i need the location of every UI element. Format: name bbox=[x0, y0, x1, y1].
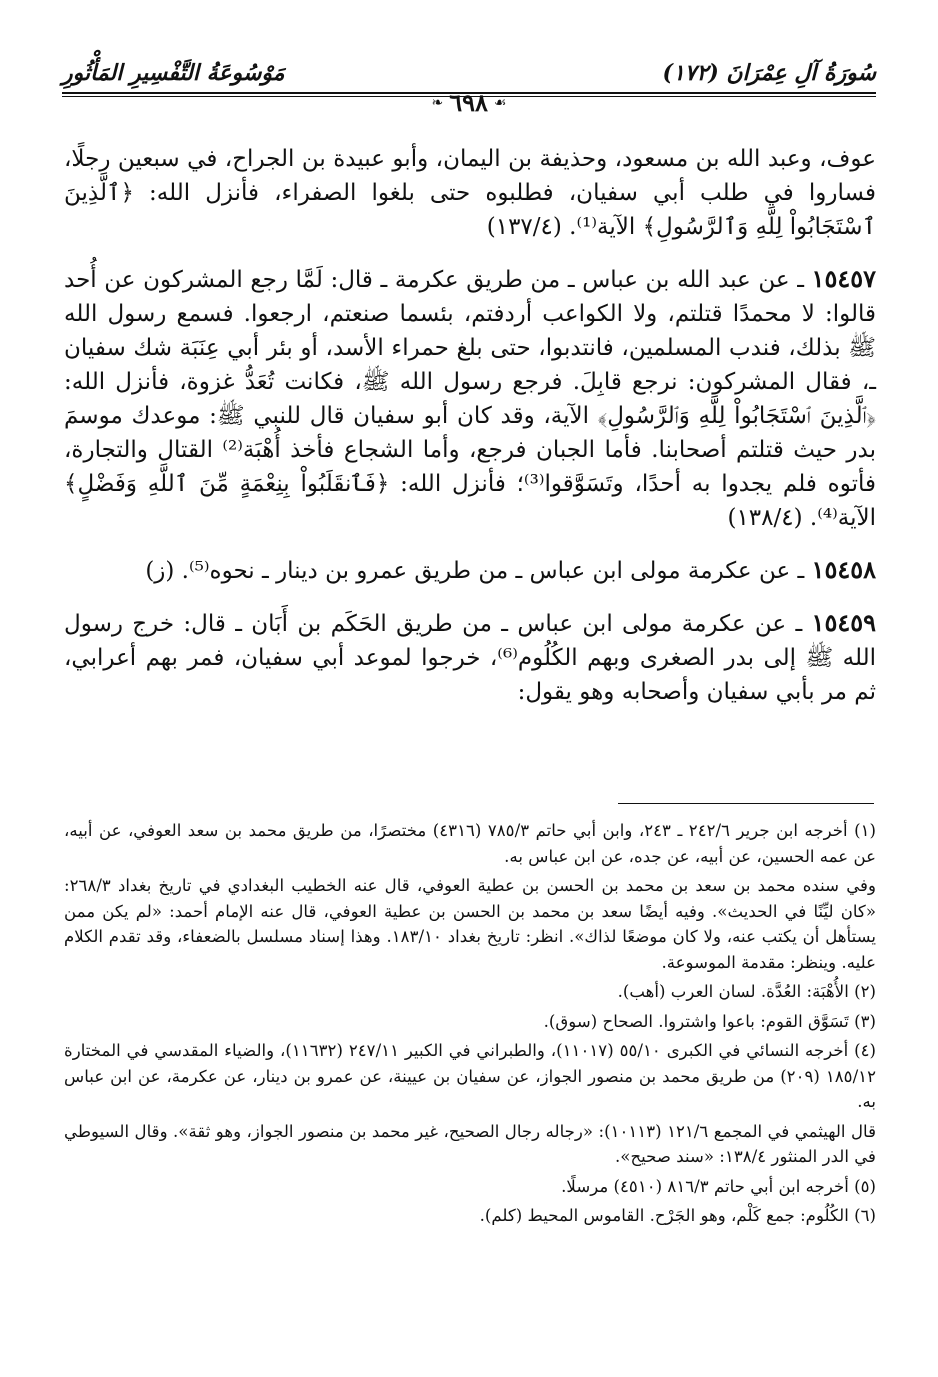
entry-15457 bbox=[64, 262, 876, 535]
entry-15459 bbox=[64, 606, 876, 709]
entry-text: ـ عن عكرمة مولى ابن عباس ـ من طريق الحَكَم بن أَبَان ـ قال: خرج رسول الله ﷺ إلى بدر الصغرى وبهم الكُلُوم⁽⁶⁾، خرجوا لموعد أبي سفيان، فمر بهم أعرابي، ثم مر بأبي سفيان وأصحابه وهو يقول: bbox=[64, 611, 876, 705]
footnote-separator bbox=[618, 803, 874, 804]
main-text bbox=[64, 142, 876, 727]
ornament-right-icon: ☙ bbox=[493, 94, 507, 111]
entry-number: ١٥٤٥٧ bbox=[811, 264, 876, 293]
footnotes bbox=[64, 818, 876, 1233]
footnote-6: (٦) الكُلُوم: جمع كَلْم، وهو الجَرْح. القاموس المحيط (كلم). bbox=[479, 1206, 876, 1225]
page-number: ٦٩٨ bbox=[449, 88, 488, 117]
page-number-block bbox=[432, 88, 507, 117]
entry-text: ـ عن عبد الله بن عباس ـ من طريق عكرمة ـ قال: لَمَّا رجع المشركون عن أُحد قالوا: لا محمدًا قتلتم، ولا الكواعب أردفتم، بئسما صنعتم، ارجعوا. فسمع رسول الله ﷺ بذلك، فندب المسلمين، فانتدبوا، حتى بلغ حمراء الأسد، أو بئر أبي عِنَبَة شك سفيان ـ، فقال المشركون: نرجع قابِلَ. فرجع رسول الله ﷺ، فكانت تُعَدُّ غزوة، فأنزل الله: ﴿ٱلَّذِينَ ٱسْتَجَابُواْ لِلَّهِ وَٱلرَّسُولِ﴾ الآية، وقد كان أبو سفيان قال للنبي ﷺ: موعدك موسمَ بدر حيث قتلتم أصحابنا. فأما الجبان فرجع، وأما الشجاع فأخذ أُهْبَة⁽²⁾ القتال والتجارة، فأتوه فلم يجدوا به أحدًا، وتَسَوَّقوا⁽³⁾؛ فأنزل الله: ﴿فَٱنقَلَبُواْ بِنِعْمَةٍ مِّنَ ٱللَّهِ وَفَضْلٍ﴾ الآية⁽⁴⁾. (١٣٨/٤) bbox=[64, 267, 876, 531]
footnote-2: (٢) الأُهْبَة: العُدَّة. لسان العرب (أهب). bbox=[617, 982, 876, 1001]
footnote-3: (٣) تَسَوَّق القوم: باعوا واشتروا. الصحاح (سوق). bbox=[543, 1011, 876, 1031]
footnote-4: (٤) أخرجه النسائي في الكبرى ٥٥/١٠ (١١٠١٧)، والطبراني في الكبير ٢٤٧/١١ (١١٦٣٢)، والضياء المقدسي في المختارة ١٨٥/١٢ (٢٠٩) من طريق محمد بن منصور الجواز، عن سفيان بن عيينة، عن عمرو بن دينار، عن عكرمة، عن ابن عباس به. bbox=[64, 1041, 876, 1111]
paragraph-continuation: عوف، وعبد الله بن مسعود، وحذيفة بن اليمان، وأبو عبيدة بن الجراح، في سبعين رجلًا، فساروا في طلب أبي سفيان، فطلبوه حتى بلغوا الصفراء، فأنزل الله: ﴿ٱلَّذِينَ ٱسْتَجَابُواْ لِلَّهِ وَٱلرَّسُولِ﴾ الآية⁽¹⁾. (١٣٧/٤) bbox=[64, 146, 876, 240]
entry-number: ١٥٤٥٨ bbox=[811, 555, 876, 584]
footnote-4-note: قال الهيثمي في المجمع ١٢١/٦ (١٠١١٣): «رجاله رجال الصحيح، غير محمد بن منصور الجواز، وهو ثقة». وقال السيوطي في الدر المنثور ١٣٨/٤: «سند صحيح». bbox=[64, 1121, 877, 1166]
ornament-left-icon: ❧ bbox=[431, 94, 444, 111]
footnote-1: (١) أخرجه ابن جرير ٢٤٢/٦ ـ ٢٤٣، وابن أبي حاتم ٧٨٥/٣ (٤٣١٦) مختصرًا، من طريق محمد بن سعد العوفي، عن أبيه، عن عمه الحسين، عن أبيه، عن جده، عن ابن عباس به. bbox=[64, 821, 876, 866]
book-title: مَوْسُوعَةُ التَّفْسِيرِ المَأْثُورِ bbox=[62, 60, 285, 86]
footnote-1-note: وفي سنده محمد بن سعد بن محمد بن الحسن بن عطية العوفي، قال عنه الخطيب البغدادي في تاريخ بغداد ٢٦٨/٣: «كان ليِّنًا في الحديث». وفيه أيضًا سعد بن محمد بن الحسن بن عطية العوفي، قال عنه الإمام أحمد: «لم يكن ممن يستأهل أن يكتب عنه، ولا كان موضعًا لذاك». انظر: تاريخ بغداد ١٨٣/١٠. وهذا إسناد مسلسل بالضعفاء، وقد تقدم الكلام عليه. وينظر: مقدمة الموسوعة. bbox=[64, 876, 876, 972]
entry-number: ١٥٤٥٩ bbox=[811, 608, 876, 637]
surah-title: سُورَةُ آلِ عِمْرَانَ (١٧٢) bbox=[662, 60, 876, 86]
entry-text: ـ عن عكرمة مولى ابن عباس ـ من طريق عمرو بن دينار ـ نحوه⁽⁵⁾. (ز) bbox=[145, 558, 812, 584]
footnote-5: (٥) أخرجه ابن أبي حاتم ٨١٦/٣ (٤٥١٠) مرسلًا. bbox=[561, 1176, 876, 1196]
entry-15458 bbox=[64, 553, 876, 588]
